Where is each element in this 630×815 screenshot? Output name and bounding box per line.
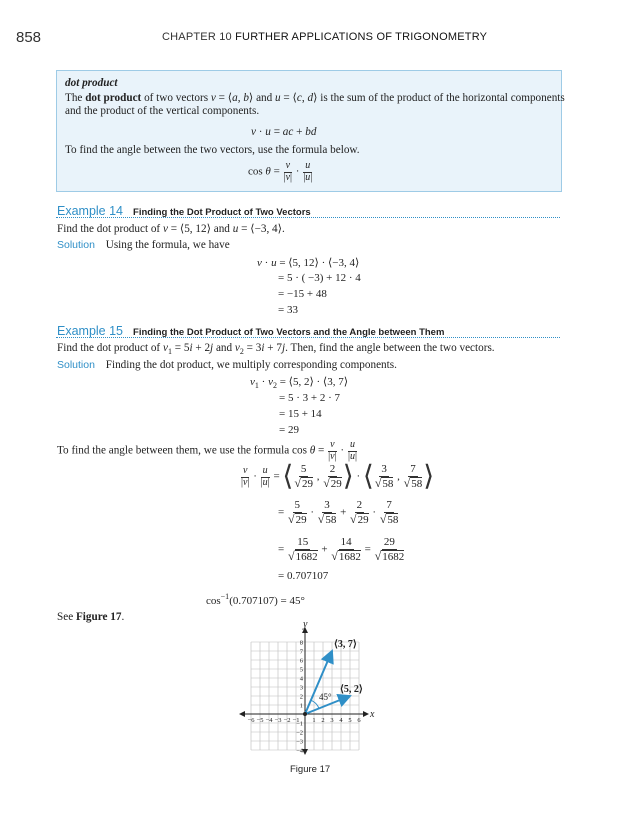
x-tick-label: 6 [357, 717, 361, 724]
chapter-label: CHAPTER 10 [162, 31, 232, 43]
vector-b-label: ⟨5, 2⟩ [340, 684, 363, 695]
x-tick-label: 5 [348, 717, 352, 724]
example-15-step-3: = 29 [279, 424, 299, 436]
definition-line-2: and the product of the vertical components. [65, 105, 260, 117]
angle-formula: cos θ = $\frac{v}{|v|}$ · $\frac{u}{|u|}$ [248, 160, 313, 183]
y-tick-label: 7 [299, 648, 303, 656]
example-14-label: Example 14 [57, 204, 124, 218]
x-tick-label: 4 [339, 717, 343, 724]
figure-17-graph [230, 618, 390, 758]
example-14-step-0: v · u = ⟨5, 12⟩ · ⟨−3, 4⟩ [257, 257, 360, 269]
y-tick-label: 1 [299, 702, 303, 710]
example-15-step-2: = 15 + 14 [279, 408, 322, 420]
x-tick-label: −4 [265, 717, 273, 724]
x-tick-label: 3 [330, 717, 334, 724]
y-tick-label: −2 [296, 729, 303, 737]
example-15-step-1: = 5 · 3 + 2 · 7 [279, 392, 340, 404]
x-tick-label: −5 [256, 717, 264, 724]
x-tick-label: −2 [283, 717, 291, 724]
example-15-solution: Solution Finding the dot product, we multiply corresponding components. [57, 359, 397, 371]
page-number: 858 [16, 29, 42, 46]
example-15-title: Finding the Dot Product of Two Vectors and the Angle between Them [133, 327, 445, 338]
vector-a-label: ⟨3, 7⟩ [334, 639, 357, 650]
figure-caption: Figure 17 [290, 764, 331, 775]
running-head [162, 31, 487, 43]
y-tick-label: −4 [296, 747, 303, 755]
example-14-problem: Find the dot product of v = ⟨5, 12⟩ and u = ⟨−3, 4⟩. [57, 223, 285, 235]
y-tick-label: 6 [299, 657, 303, 665]
x-tick-label: 2 [321, 717, 325, 724]
angle-label: 45° [319, 692, 332, 702]
chapter-title: FURTHER APPLICATIONS OF TRIGONOMETRY [235, 31, 488, 43]
example-14-solution: Solution Using the formula, we have [57, 239, 230, 251]
x-axis-label: x [370, 709, 375, 720]
example-14-underline [56, 217, 560, 218]
y-tick-label: 2 [299, 693, 303, 701]
example-14-step-3: = 33 [278, 304, 298, 316]
origin-point [303, 712, 307, 716]
example-14-step-1: = 5 · ( −3) + 12 · 4 [278, 272, 361, 284]
angle-intro: To find the angle between them, we use the formula cos θ = $\frac{v}{|v|}$ · $\frac{u}{|u|}$ [57, 439, 357, 462]
arccos-result: $\cos^{-1}(0.707107) = 45^\circ$ [206, 592, 305, 607]
angle-arc [311, 700, 319, 708]
x-tick-label: −3 [274, 717, 282, 724]
example-14-solution-label: Solution [57, 239, 95, 251]
example-15-underline [56, 337, 560, 338]
unit-vector-line-1: $\frac{v}{|v|}$ · $\frac{u}{|u|}$ = ⟨ $\frac{5}{√29}$ , $\frac{2}{√29}$ ⟩ · ⟨ $\frac{3}{√58}$ , $\frac{7}{√58}$ ⟩ [241, 461, 435, 492]
y-axis-label: y [303, 619, 308, 630]
dot-product-formula: v · u = ac + bd [251, 126, 317, 138]
x-tick-label: −6 [247, 717, 255, 724]
y-tick-label: −1 [296, 720, 303, 728]
decimal-result: = 0.707107 [278, 570, 329, 582]
example-15-solution-label: Solution [57, 359, 95, 371]
example-14-step-2: = −15 + 48 [278, 288, 327, 300]
y-tick-label: 4 [299, 675, 303, 683]
unit-vector-line-2: = $\frac{5}{√29}$ · $\frac{3}{√58}$ + $\frac{2}{√29}$ · $\frac{7}{√58}$ [278, 499, 399, 526]
x-tick-label: −1 [292, 717, 300, 724]
y-tick-label: 8 [299, 639, 303, 647]
y-tick-label: −3 [296, 738, 303, 746]
unit-vector-line-3: = $\frac{15}{√1682}$ + $\frac{14}{√1682}$ = $\frac{29}{√1682}$ [278, 536, 405, 563]
example-15-label: Example 15 [57, 324, 124, 338]
y-tick-label: 5 [299, 666, 303, 674]
example-15-step-0: $v_1 \cdot v_2$ = ⟨5, 2⟩ · ⟨3, 7⟩ [250, 376, 348, 390]
definition-line-1: The dot product of two vectors v = ⟨a, b⟩ and u = ⟨c, d⟩ is the sum of the product of the horizontal components [65, 92, 565, 104]
y-tick-label: 3 [299, 684, 303, 692]
example-15-problem: Find the dot product of $v_1 = 5i + 2j$ and $v_2 = 3i + 7j$. Then, find the angle between the two vectors. [57, 342, 495, 356]
definition-title: dot product [65, 77, 118, 89]
example-14-title: Finding the Dot Product of Two Vectors [133, 207, 311, 218]
definition-line-3: To find the angle between the two vectors, use the formula below. [65, 144, 360, 156]
see-figure: See Figure 17. [57, 611, 125, 623]
x-tick-label: 1 [312, 717, 316, 724]
tick-labels [248, 640, 362, 755]
